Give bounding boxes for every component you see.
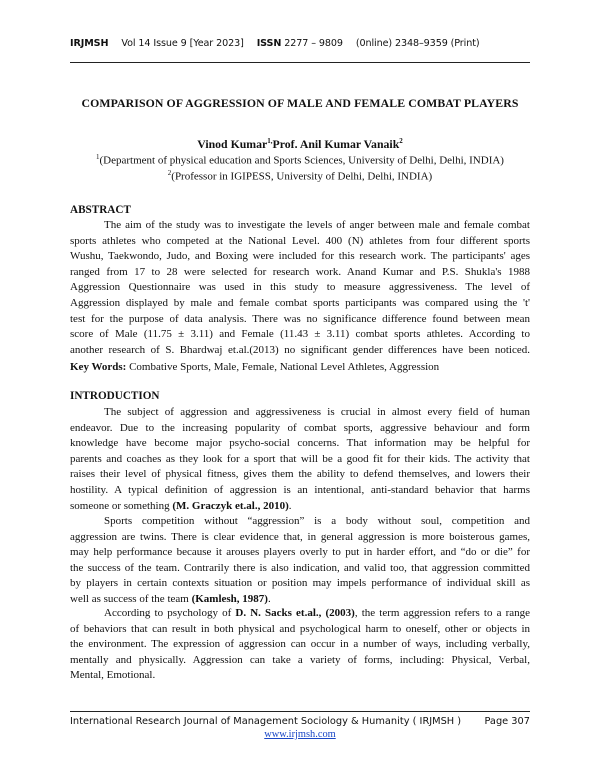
paragraph-line: raises their level of physical fitness, gives them the ability to defend themselves, and lowers their — [70, 468, 530, 481]
citation: (Kamlesh, 1987) — [191, 592, 268, 605]
footer-divider — [70, 711, 530, 712]
issn-online: 2277 – 9809 — [284, 38, 343, 49]
abstract-line: test for the purpose of data analysis. There was no significance difference found between mean — [70, 312, 530, 325]
abstract-line: ranged from 17 to 28 were selected for research work. Anand Kumar and P.S. Shukla's 1988 — [70, 265, 530, 278]
paragraph-line: by players in certain contexts situation or position may impels performance of individual skill as — [70, 577, 530, 590]
paragraph-line: aggression are twins. There is clear evidence that, in general aggression is more boisterous games, — [70, 530, 530, 543]
paragraph-line: Mental, Emotional. — [70, 669, 156, 682]
paragraph-line: well as success of the team (Kamlesh, 1987). — [70, 592, 271, 605]
citation: (M. Graczyk et.al., 2010) — [172, 499, 289, 512]
intro-paragraph-2 — [70, 514, 530, 608]
issn-print: 2348–9359 (Print) — [394, 38, 480, 49]
abstract-line: Aggression displayed by male and female combat sports participants was compared using the 't' — [70, 296, 530, 309]
abstract-heading: ABSTRACT — [70, 204, 131, 216]
author-sup-1: 1, — [267, 137, 273, 146]
running-header — [70, 38, 530, 49]
paragraph-line: parents and coaches as they look for a sport that will be a good fit for their kids. The activity that — [70, 452, 530, 465]
keywords-list: Combative Sports, Male, Female, National Level Athletes, Aggression — [129, 361, 440, 373]
paragraph-line: hostility. A typical definition of aggression is an intentional, anti-standard behavior that harms — [70, 483, 530, 496]
affiliation-1: $^1$(Department of physical education and Sports Sciences, University of Delhi, Delhi, INDIA) — [96, 153, 504, 167]
paragraph-line: of behaviors that can result in both physical and psychological harm to oneself, other or objects in — [70, 622, 530, 635]
introduction-heading: INTRODUCTION — [70, 390, 160, 402]
abstract-line: sports athletes who competed at the National Level. 400 (N) athletes from four different sports — [70, 234, 530, 247]
citation: D. N. Sacks et.al., (2003) — [235, 607, 355, 619]
author-name-2: Prof. Anil Kumar Vanaik — [272, 137, 400, 151]
keywords — [70, 360, 530, 376]
online-label: (0nline) — [355, 38, 393, 49]
abstract-line: score of Male (11.75 ± 3.11) and Female (11.43 ± 3.11) combat sports athletes. According to — [70, 328, 530, 341]
header-divider — [70, 62, 530, 63]
journal-website-link[interactable]: www.irjmsh.com — [264, 729, 336, 740]
abstract-line: Wushu, Taekwondo, Judo, and Boxing were included for this research work. The participants' ages — [70, 250, 530, 263]
author-sup-2: 2 — [399, 137, 403, 146]
journal-full-name: International Research Journal of Management Sociology & Humanity ( IRJMSH ) — [70, 716, 462, 727]
running-footer — [70, 716, 530, 727]
paragraph-line: The subject of aggression and aggressiveness is crucial in almost every field of human — [104, 406, 530, 418]
volume-issue: Vol 14 Issue 9 — [121, 38, 187, 49]
author-name-1: Vinod Kumar — [197, 137, 268, 151]
paper-title: COMPARISON OF AGGRESSION OF MALE AND FEMALE COMBAT PLAYERS — [81, 96, 519, 110]
paragraph-line: the environment. The expression of aggression can occur in a number of ways, including verbally, — [70, 638, 530, 651]
paragraph-line: Sports competition without “aggression” is a body without soul, competition and — [104, 515, 530, 527]
abstract-line: Aggression Questionnaire was used in this study to measure aggressiveness. The level of — [70, 281, 530, 294]
paragraph-line: mentally and physically. Aggression can take a variety of forms, including: Physical, Verbal, — [70, 653, 530, 666]
paragraph-line: someone or something (M. Graczyk et.al., 2010). — [70, 499, 292, 512]
paragraph-line: may help performance because it arouses players overly to put in harder effort, and “do or die” for — [70, 546, 530, 559]
keywords-label: Key Words: — [70, 361, 127, 373]
intro-paragraph-1 — [70, 405, 530, 514]
abstract-text — [70, 218, 530, 358]
abstract-line: another research of S. Bhardwaj et.al.(2013) no significant gender differences have been noticed. — [70, 343, 530, 356]
paragraph-line: the success of the team. Contrarily there is also indication, and valid too, that aggression committed — [70, 561, 530, 574]
author-line — [40, 137, 560, 152]
abstract-line: The aim of the study was to investigate the levels of anger between male and female combat — [104, 219, 530, 231]
intro-paragraph-3 — [70, 606, 530, 684]
issn-label: ISSN — [256, 38, 282, 49]
journal-abbrev: IRJMSH — [70, 38, 109, 49]
year: [Year 2023] — [189, 38, 244, 49]
affiliation-2: $^2$(Professor in IGIPESS, University of Delhi, Delhi, INDIA) — [167, 169, 433, 183]
paragraph-line: knowledge have become major psycho-social concerns. That information may be helpful for — [70, 437, 530, 450]
paragraph-line: endeavor. Due to the increasing popularity of combat sports, aggressive behaviour and form — [70, 421, 530, 434]
page-number: Page 307 — [484, 716, 530, 727]
paragraph-line: According to psychology of D. N. Sacks et.al., (2003), the term aggression refers to a range — [104, 607, 531, 619]
